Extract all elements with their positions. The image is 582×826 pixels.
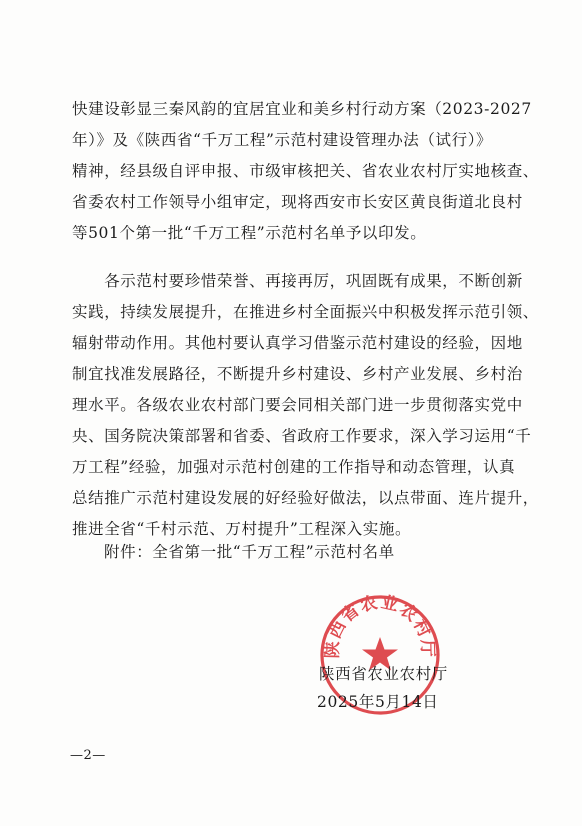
- text-line: 精神，经县级自评申报、市级审核把关、省农业农村厅实地核查、: [72, 162, 539, 180]
- body-text: [72, 94, 539, 545]
- text-line: 等501个第一批“千万工程”示范村名单予以印发。: [72, 224, 427, 242]
- text-line: 省委农村工作领导小组审定，现将西安市长安区黄良街道北良村: [72, 193, 523, 211]
- text-line: 制宜找准发展路径，不断提升乡村建设、乡村产业发展、乡村治: [72, 365, 523, 383]
- svg-text:陕西省农业农村厅: 陕西省农业农村厅: [322, 593, 438, 659]
- text-line: 快建设彰显三秦风韵的宜居宜业和美乡村行动方案（2023-2027: [72, 100, 532, 118]
- text-line: 年）》及《陕西省“千万工程”示范村建设管理办法（试行）》: [72, 131, 493, 149]
- issuer-name: 陕西省农业农村厅: [319, 665, 448, 683]
- text-line: 万工程”经验，加强对示范村创建的工作指导和动态管理，认真: [72, 458, 516, 476]
- issue-date: 2025年5月14日: [317, 693, 439, 711]
- text-line: 各示范村要珍惜荣誉、再接再厉，巩固既有成果，不断创新: [72, 272, 523, 290]
- text-line: 辐射带动作用。其他村要认真学习借鉴示范村建设的经验，因地: [72, 334, 523, 352]
- text-line: 总结推广示范村建设发展的好经验好做法，以点带面、连片提升，: [72, 489, 539, 507]
- text-line: 央、国务院决策部署和省委、省政府工作要求，深入学习运用“千: [72, 427, 532, 445]
- text-line: 实践，持续发展提升，在推进乡村全面振兴中积极发挥示范引领、: [72, 303, 539, 321]
- page-number: —2—: [70, 748, 106, 763]
- text-line: 理水平。各级农业农村部门要会同相关部门进一步贯彻落实党中: [72, 396, 523, 414]
- attachment-note: 附件：全省第一批“千万工程”示范村名单: [104, 543, 395, 561]
- text-line: 推进全省“千村示范、万村提升”工程深入实施。: [72, 520, 412, 538]
